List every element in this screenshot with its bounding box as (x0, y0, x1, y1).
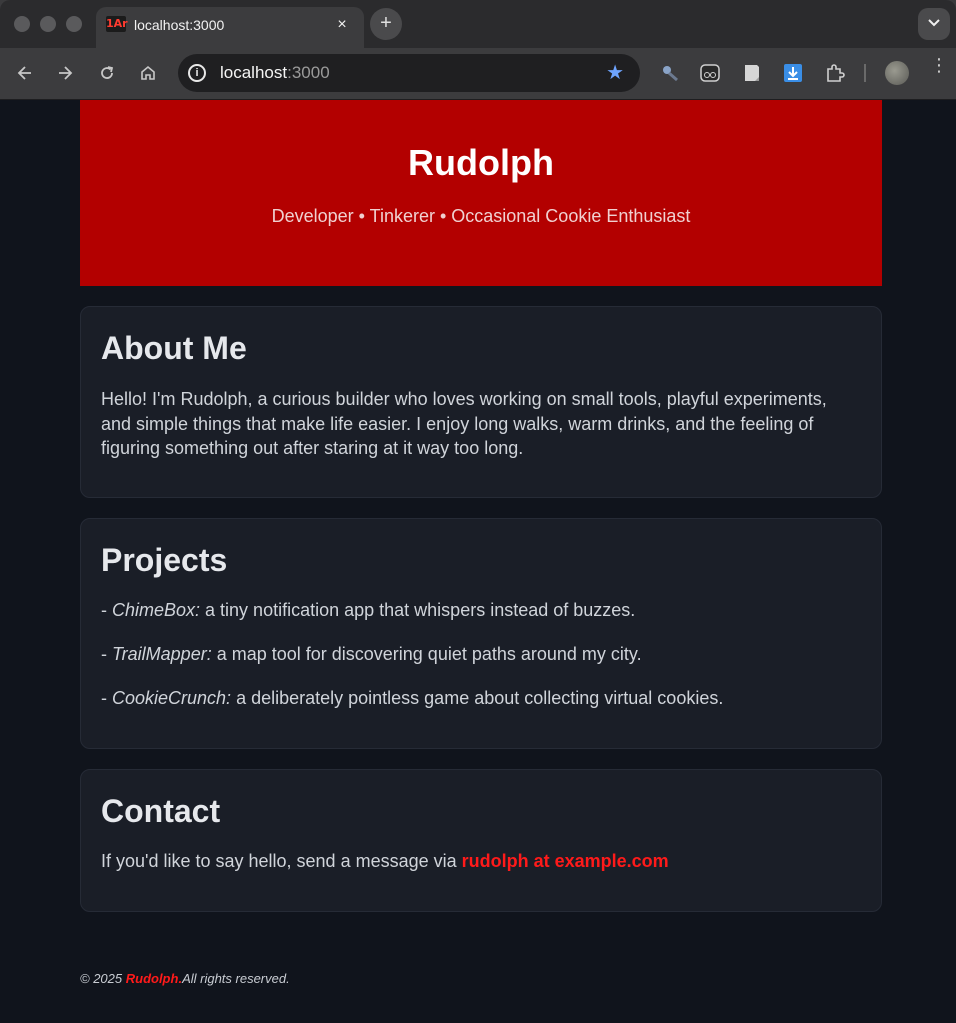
tab-title: localhost:3000 (134, 17, 225, 33)
contact-section (80, 769, 882, 912)
project-prefix: - (101, 600, 112, 620)
project-desc: a map tool for discovering quiet paths around my city. (211, 644, 642, 664)
project-name: CookieCrunch: (112, 688, 232, 708)
extension-download-icon[interactable] (783, 63, 803, 83)
window-close-button[interactable] (14, 16, 30, 32)
extensions-puzzle-icon[interactable] (825, 63, 845, 83)
address-host: localhost (220, 63, 288, 82)
about-section (80, 306, 882, 498)
extension-note-icon[interactable] (742, 63, 762, 83)
arrow-right-icon (56, 64, 74, 82)
tab-close-icon[interactable]: × (337, 16, 347, 33)
tab-favicon-icon: 1Ar (106, 17, 128, 30)
footer-rights: All rights reserved. (182, 971, 290, 986)
footer-copyright: © 2025 (80, 971, 126, 986)
address-bar[interactable] (178, 54, 640, 92)
page-footer (80, 970, 290, 988)
project-prefix: - (101, 644, 112, 664)
hero-title: Rudolph (408, 142, 554, 183)
tab-search-button[interactable] (918, 8, 950, 40)
project-item (101, 598, 861, 623)
browser-toolbar (0, 48, 956, 100)
bookmark-star-icon[interactable]: ★ (606, 62, 624, 84)
window-zoom-button[interactable] (66, 16, 82, 32)
reload-button[interactable] (94, 60, 120, 86)
window-minimize-button[interactable] (40, 16, 56, 32)
tab-strip (0, 0, 956, 48)
email-link[interactable]: rudolph at example.com (461, 851, 669, 871)
reload-icon (98, 64, 116, 82)
project-desc: a tiny notification app that whispers instead of buzzes. (200, 600, 636, 620)
address-url[interactable] (220, 63, 330, 83)
site-info-icon[interactable]: i (188, 64, 206, 82)
home-button[interactable] (135, 60, 161, 86)
address-port: :3000 (287, 63, 330, 82)
contact-intro: If you'd like to say hello, send a message via (101, 851, 462, 871)
projects-section (80, 518, 882, 749)
footer-name: Rudolph. (125, 971, 183, 986)
new-tab-button[interactable]: + (370, 8, 402, 40)
chevron-down-icon (928, 18, 940, 28)
extension-search-person-icon[interactable] (660, 63, 680, 83)
home-icon (139, 64, 157, 82)
project-name: TrailMapper: (112, 644, 212, 664)
project-item (101, 642, 861, 667)
browser-tab-active[interactable] (96, 7, 364, 48)
toolbar-separator (864, 64, 866, 82)
forward-button[interactable] (52, 60, 78, 86)
back-button[interactable] (12, 60, 38, 86)
hero-banner (80, 100, 882, 286)
project-name: ChimeBox: (112, 600, 201, 620)
about-text: Hello! I'm Rudolph, a curious builder who loves working on small tools, playful experiments, and simple things that make life easier. I enjoy long walks, warm drinks, and the feeling of figuring something out after staring at it way too long. (101, 389, 827, 458)
profile-avatar[interactable] (885, 61, 909, 85)
contact-heading: Contact (101, 793, 221, 829)
project-desc: a deliberately pointless game about collecting virtual cookies. (231, 688, 724, 708)
contact-text (101, 849, 861, 874)
browser-menu-icon[interactable]: ⋮ (930, 55, 948, 75)
about-heading: About Me (101, 330, 247, 366)
extension-reader-icon[interactable] (700, 63, 720, 83)
project-prefix: - (101, 688, 112, 708)
hero-tagline: Developer • Tinkerer • Occasional Cookie Enthusiast (271, 206, 691, 226)
projects-heading: Projects (101, 542, 228, 578)
project-item (101, 686, 861, 711)
arrow-left-icon (16, 64, 34, 82)
browser-chrome (0, 0, 956, 100)
